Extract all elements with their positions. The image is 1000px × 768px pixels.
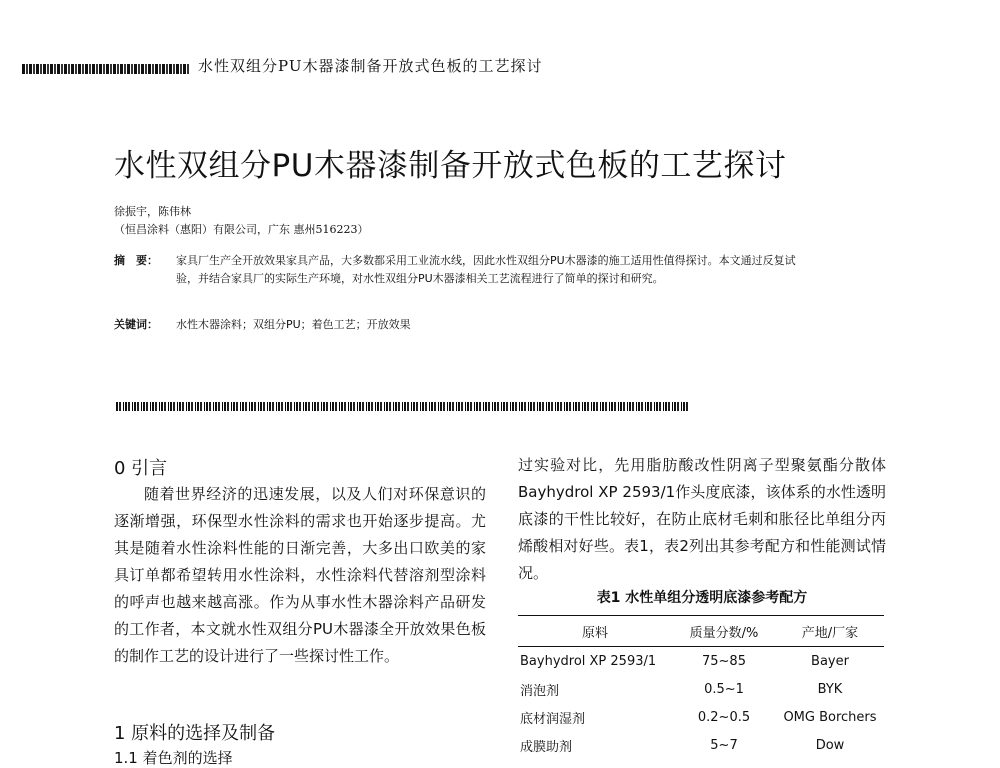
table-row bbox=[518, 675, 884, 703]
table-row bbox=[518, 703, 884, 731]
table-header-material: 原料 bbox=[518, 616, 672, 647]
header-decoration bbox=[22, 64, 190, 74]
authors: 徐振宇，陈伟林 bbox=[114, 205, 191, 218]
right-column-paragraph: 过实验对比，先用脂肪酸改性阴离子型聚氨酯分散体Bayhydrol XP 2593/1作头度底漆，该体系的水性透明底漆的干性比较好，在防止底材毛刺和胀径比单组分丙烯酸相对好些。表1，表2列出其参考配方和性能测试情况。 bbox=[518, 456, 886, 582]
table-cell-material: 消泡剂 bbox=[520, 683, 560, 699]
table-1 bbox=[518, 615, 884, 759]
abstract-text: 家具厂生产全开放效果家具产品，大多数都采用工业流水线，因此水性双组分PU木器漆的施工适用性值得探讨。本文通过反复试验，并结合家具厂的实际生产环境，对水性双组分PU木器漆相关工艺流程进行了简单的探讨和研究。 bbox=[176, 254, 796, 285]
paper-title: 水性双组分PU木器漆制备开放式色板的工艺探讨 bbox=[114, 148, 787, 184]
table-cell-material: 成膜助剂 bbox=[520, 739, 573, 755]
subsection-1-1-heading: 1.1 着色剂的选择 bbox=[114, 749, 233, 767]
table-1-caption: 表1 水性单组分透明底漆参考配方 bbox=[596, 590, 808, 606]
table-row bbox=[518, 647, 884, 676]
affiliation: （恒昌涂料（惠阳）有限公司，广东 惠州516223） bbox=[114, 223, 369, 236]
table-cell-mass-fraction: 5~7 bbox=[710, 737, 738, 753]
table-header-mass-fraction: 质量分数/% bbox=[672, 616, 776, 647]
section-1-heading: 1 原料的选择及制备 bbox=[114, 723, 276, 744]
table-row bbox=[518, 731, 884, 759]
table-cell-mass-fraction: 75~85 bbox=[702, 653, 746, 669]
section-divider bbox=[116, 402, 688, 411]
table-cell-supplier: BYK bbox=[817, 681, 843, 697]
table-cell-supplier: Bayer bbox=[811, 653, 849, 669]
keywords-text: 水性木器涂料；双组分PU；着色工艺；开放效果 bbox=[176, 318, 411, 331]
table-cell-material: Bayhydrol XP 2593/1 bbox=[520, 653, 657, 669]
table-header-supplier: 产地/厂家 bbox=[776, 616, 884, 647]
section-0-heading: 0 引言 bbox=[114, 458, 168, 479]
table-header-row bbox=[518, 616, 884, 647]
table-cell-mass-fraction: 0.5~1 bbox=[704, 681, 744, 697]
table-cell-mass-fraction: 0.2~0.5 bbox=[697, 709, 751, 725]
table-cell-supplier: Dow bbox=[815, 737, 845, 753]
table-cell-supplier: OMG Borchers bbox=[783, 709, 877, 725]
table-cell-material: 底材润湿剂 bbox=[520, 711, 586, 727]
intro-paragraph: 随着世界经济的迅速发展，以及人们对环保意识的逐渐增强，环保型水性涂料的需求也开始逐步提高。尤其是随着水性涂料性能的日渐完善，大多出口欧美的家具订单都希望转用水性涂料，水性涂料代替溶剂型涂料的呼声也越来越高涨。作为从事水性木器涂料产品研发的工作者，本文就水性双组分PU木器漆全开放效果色板的制作工艺的设计进行了一些探讨性工作。 bbox=[114, 485, 486, 665]
running-header: 水性双组分PU木器漆制备开放式色板的工艺探讨 bbox=[198, 57, 543, 75]
abstract-label: 摘 要： bbox=[114, 254, 158, 267]
keywords-label: 关键词： bbox=[114, 318, 158, 331]
